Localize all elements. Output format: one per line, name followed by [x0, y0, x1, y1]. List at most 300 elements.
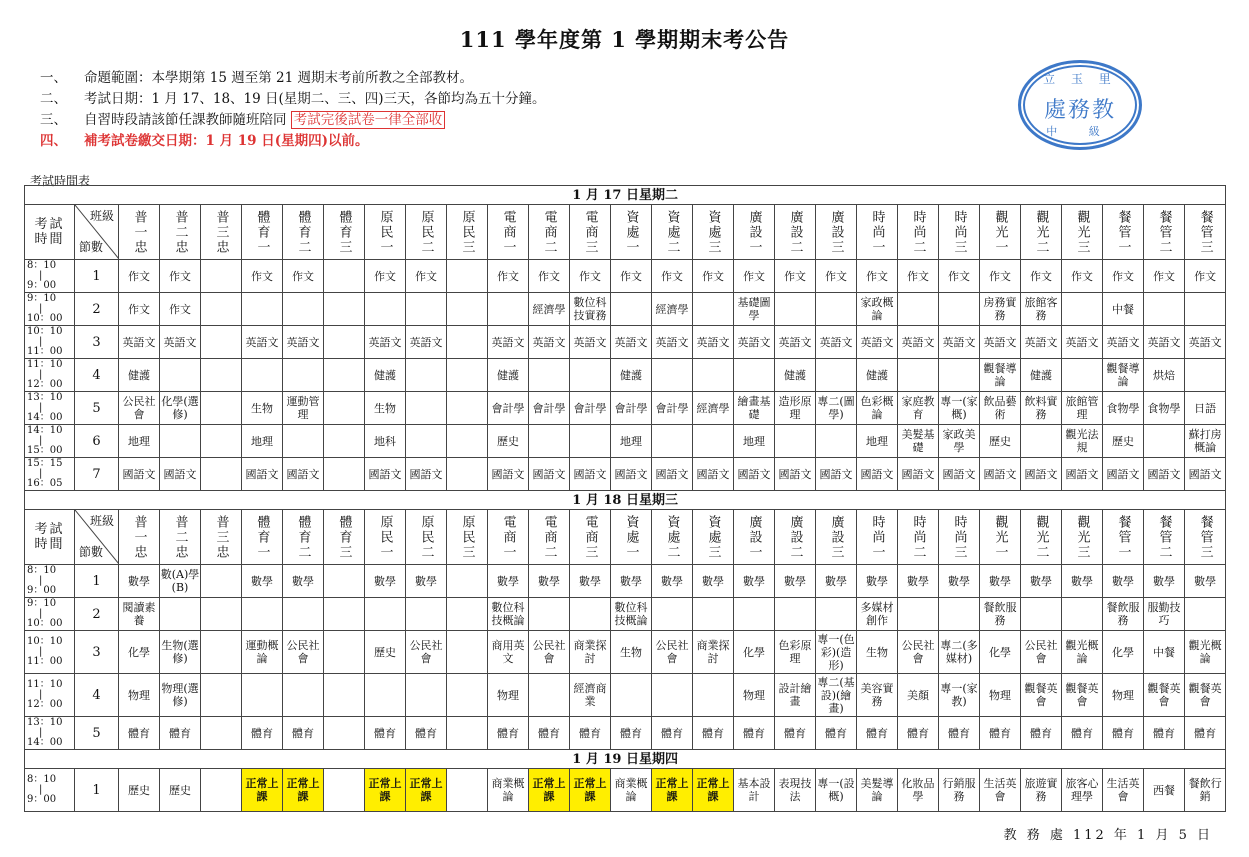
schedule-cell: 化學 [1103, 631, 1144, 674]
class-name-header: 原民一 [365, 510, 406, 565]
schedule-cell [324, 598, 365, 631]
schedule-cell: 英語文 [939, 326, 980, 359]
schedule-cell: 公民社會 [1021, 631, 1062, 674]
schedule-cell [611, 293, 652, 326]
schedule-cell: 繪畫基礎 [734, 392, 775, 425]
schedule-cell: 體育 [406, 717, 447, 750]
schedule-cell [242, 674, 283, 717]
schedule-cell [529, 674, 570, 717]
schedule-cell: 歷史 [160, 769, 201, 812]
schedule-cell: 多媒材創作 [857, 598, 898, 631]
schedule-cell: 英語文 [529, 326, 570, 359]
schedule-cell [447, 769, 488, 812]
schedule-cell: 表現技法 [775, 769, 816, 812]
schedule-cell [652, 674, 693, 717]
schedule-cell: 正常上課 [570, 769, 611, 812]
schedule-cell: 運動概論 [242, 631, 283, 674]
schedule-cell: 公民社會 [119, 392, 160, 425]
schedule-cell: 旅客心理學 [1062, 769, 1103, 812]
time-label: 時間 [34, 537, 65, 552]
schedule-cell: 體育 [529, 717, 570, 750]
schedule-cell [939, 598, 980, 631]
start-time: 13：10 [27, 392, 63, 403]
time-range [25, 425, 75, 458]
time-separator: | [39, 575, 43, 586]
schedule-cell: 英語文 [242, 326, 283, 359]
start-time: 11：10 [27, 359, 63, 370]
period-label: 節數 [79, 240, 104, 254]
period-number: 2 [75, 293, 119, 326]
exam-time-header [25, 205, 75, 260]
schedule-cell: 國語文 [1185, 458, 1226, 491]
schedule-row [25, 458, 1226, 491]
schedule-cell: 化學 [980, 631, 1021, 674]
schedule-cell: 體育 [693, 717, 734, 750]
schedule-cell: 觀光概論 [1062, 631, 1103, 674]
schedule-cell [160, 359, 201, 392]
schedule-cell: 數學 [652, 565, 693, 598]
schedule-cell: 數學 [1062, 565, 1103, 598]
schedule-cell: 英語文 [816, 326, 857, 359]
schedule-cell [1144, 293, 1185, 326]
schedule-cell: 行銷服務 [939, 769, 980, 812]
schedule-cell: 數位科技概論 [488, 598, 529, 631]
schedule-cell: 中餐 [1144, 631, 1185, 674]
schedule-cell [529, 598, 570, 631]
schedule-cell: 公民社會 [283, 631, 324, 674]
schedule-cell [201, 631, 242, 674]
schedule-cell [406, 598, 447, 631]
schedule-row [25, 293, 1226, 326]
schedule-cell: 作文 [570, 260, 611, 293]
schedule-cell: 數學 [693, 565, 734, 598]
schedule-cell: 會計學 [611, 392, 652, 425]
notice-list [40, 68, 546, 152]
page-title: 111 學年度第 1 學期期末考公告 [459, 27, 790, 52]
time-range [25, 631, 75, 674]
notice-text: 命題範圍：本學期第 15 週至第 21 週期末考前所教之全部教材。 [84, 70, 474, 86]
start-time: 13：10 [27, 717, 63, 728]
schedule-cell: 色彩原理 [775, 631, 816, 674]
schedule-cell [693, 425, 734, 458]
schedule-cell: 英語文 [1103, 326, 1144, 359]
schedule-cell: 數學 [775, 565, 816, 598]
class-name-header: 電商二 [529, 510, 570, 565]
schedule-cell: 觀餐英會 [1185, 674, 1226, 717]
schedule-cell: 西餐 [1144, 769, 1185, 812]
schedule-cell: 作文 [1185, 260, 1226, 293]
class-name-header: 原民一 [365, 205, 406, 260]
schedule-cell [324, 631, 365, 674]
schedule-cell: 生物(選修) [160, 631, 201, 674]
schedule-cell [201, 260, 242, 293]
schedule-cell [898, 293, 939, 326]
class-name-header: 普三忠 [201, 205, 242, 260]
schedule-cell: 正常上課 [652, 769, 693, 812]
schedule-cell [693, 598, 734, 631]
class-name-header: 原民三 [447, 510, 488, 565]
class-period-corner [75, 205, 119, 260]
class-name-header: 觀光三 [1062, 205, 1103, 260]
schedule-cell: 化學 [734, 631, 775, 674]
schedule-cell: 體育 [652, 717, 693, 750]
time-range [25, 326, 75, 359]
class-name-header: 餐管二 [1144, 205, 1185, 260]
schedule-cell: 體育 [1062, 717, 1103, 750]
schedule-cell [447, 598, 488, 631]
table-caption: 考試時間表 [30, 174, 91, 188]
schedule-cell: 家政概論 [857, 293, 898, 326]
schedule-cell: 英語文 [611, 326, 652, 359]
class-name-header: 電商一 [488, 205, 529, 260]
class-name-header: 餐管一 [1103, 205, 1144, 260]
schedule-row [25, 326, 1226, 359]
schedule-row [25, 631, 1226, 674]
schedule-cell: 作文 [1021, 260, 1062, 293]
schedule-cell [693, 293, 734, 326]
schedule-cell: 體育 [1185, 717, 1226, 750]
schedule-cell [693, 359, 734, 392]
schedule-cell [324, 260, 365, 293]
schedule-cell [201, 458, 242, 491]
schedule-cell: 國語文 [734, 458, 775, 491]
schedule-cell: 造形原理 [775, 392, 816, 425]
start-time: 9：10 [27, 293, 57, 304]
schedule-cell: 地理 [857, 425, 898, 458]
schedule-cell [447, 392, 488, 425]
schedule-cell: 英語文 [160, 326, 201, 359]
notice-item-2 [40, 89, 546, 110]
schedule-cell [324, 425, 365, 458]
schedule-cell: 餐飲服務 [1103, 598, 1144, 631]
schedule-cell: 數學 [570, 565, 611, 598]
schedule-cell: 作文 [734, 260, 775, 293]
schedule-cell [611, 674, 652, 717]
schedule-cell: 英語文 [283, 326, 324, 359]
schedule-cell [283, 293, 324, 326]
schedule-cell: 公民社會 [652, 631, 693, 674]
schedule-cell [1144, 425, 1185, 458]
schedule-cell: 國語文 [898, 458, 939, 491]
schedule-cell: 數學 [980, 565, 1021, 598]
schedule-cell [160, 425, 201, 458]
end-time: 14：00 [27, 412, 63, 423]
schedule-cell: 觀餐英會 [1021, 674, 1062, 717]
class-name-header: 原民二 [406, 510, 447, 565]
schedule-cell [816, 425, 857, 458]
schedule-cell: 經濟學 [529, 293, 570, 326]
schedule-cell: 會計學 [652, 392, 693, 425]
schedule-cell: 國語文 [1103, 458, 1144, 491]
schedule-cell: 經濟學 [652, 293, 693, 326]
class-name-header: 觀光二 [1021, 205, 1062, 260]
class-period-corner [75, 510, 119, 565]
schedule-cell: 體育 [242, 717, 283, 750]
schedule-cell: 專一(家概) [939, 392, 980, 425]
schedule-cell: 體育 [734, 717, 775, 750]
class-name-header: 時尚三 [939, 205, 980, 260]
schedule-cell: 英語文 [119, 326, 160, 359]
schedule-cell: 商業探討 [570, 631, 611, 674]
schedule-cell: 作文 [857, 260, 898, 293]
class-name-header: 電商一 [488, 510, 529, 565]
schedule-cell: 商業概論 [488, 769, 529, 812]
time-separator: | [39, 727, 43, 738]
schedule-cell: 國語文 [570, 458, 611, 491]
schedule-cell [734, 359, 775, 392]
schedule-cell: 會計學 [488, 392, 529, 425]
schedule-cell [324, 293, 365, 326]
schedule-cell: 數學 [816, 565, 857, 598]
class-name-header: 體育一 [242, 510, 283, 565]
schedule-cell [652, 425, 693, 458]
schedule-cell: 地理 [119, 425, 160, 458]
schedule-cell: 健護 [488, 359, 529, 392]
schedule-cell [447, 565, 488, 598]
schedule-cell: 體育 [775, 717, 816, 750]
notice-item-1 [40, 68, 546, 89]
schedule-cell: 作文 [529, 260, 570, 293]
period-label: 節數 [79, 545, 104, 559]
schedule-cell: 作文 [652, 260, 693, 293]
schedule-cell: 國語文 [1062, 458, 1103, 491]
period-number: 5 [75, 392, 119, 425]
class-name-header: 普一忠 [119, 205, 160, 260]
schedule-cell [201, 565, 242, 598]
schedule-cell: 數學 [1185, 565, 1226, 598]
schedule-cell: 生活英會 [1103, 769, 1144, 812]
notice-text: 考試日期：1 月 17、18、19 日(星期二、三、四)三天，各節均為五十分鐘。 [84, 91, 546, 107]
schedule-cell: 國語文 [283, 458, 324, 491]
time-separator: | [39, 435, 43, 446]
schedule-cell: 國語文 [693, 458, 734, 491]
schedule-cell: 公民社會 [529, 631, 570, 674]
schedule-cell: 食物學 [1144, 392, 1185, 425]
schedule-cell: 數學 [1144, 565, 1185, 598]
schedule-cell: 作文 [119, 260, 160, 293]
schedule-cell [324, 565, 365, 598]
schedule-cell [201, 392, 242, 425]
schedule-cell: 作文 [1103, 260, 1144, 293]
schedule-cell: 作文 [283, 260, 324, 293]
schedule-cell: 數學 [406, 565, 447, 598]
schedule-cell: 美容實務 [857, 674, 898, 717]
period-number: 1 [75, 769, 119, 812]
time-separator: | [39, 468, 43, 479]
schedule-row [25, 425, 1226, 458]
end-time: 9：00 [27, 280, 57, 291]
class-name-header: 普二忠 [160, 205, 201, 260]
schedule-cell: 英語文 [1062, 326, 1103, 359]
schedule-cell: 國語文 [611, 458, 652, 491]
schedule-cell: 歷史 [488, 425, 529, 458]
schedule-cell: 蘇打房概論 [1185, 425, 1226, 458]
schedule-cell [570, 425, 611, 458]
class-name-header: 普三忠 [201, 510, 242, 565]
schedule-cell: 國語文 [119, 458, 160, 491]
schedule-cell: 飲品藝術 [980, 392, 1021, 425]
schedule-cell: 閱讀素養 [119, 598, 160, 631]
schedule-cell: 歷史 [119, 769, 160, 812]
schedule-cell: 生物 [365, 392, 406, 425]
schedule-cell: 作文 [816, 260, 857, 293]
time-separator: | [39, 646, 43, 657]
schedule-cell: 專二(基設)(繪畫) [817, 675, 855, 715]
schedule-cell [447, 293, 488, 326]
schedule-cell: 物理 [119, 674, 160, 717]
schedule-cell: 化學(選修) [160, 392, 201, 425]
schedule-cell: 房務實務 [980, 293, 1021, 326]
class-name-header: 體育二 [283, 510, 324, 565]
time-separator: | [39, 784, 43, 795]
schedule-cell: 體育 [1103, 717, 1144, 750]
schedule-cell: 國語文 [1021, 458, 1062, 491]
schedule-cell [447, 458, 488, 491]
period-number: 7 [75, 458, 119, 491]
start-time: 9：10 [27, 598, 57, 609]
notice-item-3 [40, 110, 546, 131]
schedule-cell: 英語文 [734, 326, 775, 359]
period-number: 1 [75, 565, 119, 598]
schedule-cell [447, 359, 488, 392]
exam-label: 考試 [34, 217, 65, 232]
class-name-header: 廣設一 [734, 510, 775, 565]
notice-number: 一、 [40, 70, 67, 86]
schedule-cell: 健護 [775, 359, 816, 392]
schedule-cell: 國語文 [652, 458, 693, 491]
class-name-header: 觀光一 [980, 510, 1021, 565]
schedule-cell [406, 674, 447, 717]
schedule-cell: 國語文 [365, 458, 406, 491]
schedule-cell [160, 598, 201, 631]
schedule-cell [939, 293, 980, 326]
schedule-cell: 英語文 [898, 326, 939, 359]
class-name-header: 體育二 [283, 205, 324, 260]
schedule-cell: 專一(色彩)(造形) [817, 632, 855, 672]
schedule-cell: 體育 [611, 717, 652, 750]
time-range [25, 598, 75, 631]
period-number: 3 [75, 326, 119, 359]
schedule-cell: 作文 [488, 260, 529, 293]
end-time: 15：00 [27, 445, 63, 456]
class-name-header: 普二忠 [160, 510, 201, 565]
schedule-cell: 服勤技巧 [1144, 598, 1185, 631]
end-time: 16：05 [27, 478, 63, 489]
schedule-cell: 數學 [529, 565, 570, 598]
class-name-header: 原民二 [406, 205, 447, 260]
schedule-cell: 生活英會 [980, 769, 1021, 812]
schedule-cell: 正常上課 [283, 769, 324, 812]
schedule-cell: 國語文 [816, 458, 857, 491]
schedule-cell: 英語文 [1144, 326, 1185, 359]
start-time: 10：10 [27, 636, 63, 647]
schedule-cell: 旅館管理 [1062, 392, 1103, 425]
day-label: 1 月 18 日星期三 [25, 491, 1226, 510]
schedule-cell [365, 674, 406, 717]
schedule-cell [242, 293, 283, 326]
class-name-header: 資處二 [652, 205, 693, 260]
class-name-header: 原民三 [447, 205, 488, 260]
time-separator: | [39, 689, 43, 700]
schedule-cell: 生物 [242, 392, 283, 425]
schedule-cell: 歷史 [1103, 425, 1144, 458]
schedule-cell [324, 392, 365, 425]
class-name-header: 餐管二 [1144, 510, 1185, 565]
end-time: 10：00 [27, 313, 63, 324]
schedule-cell: 觀光概論 [1185, 631, 1226, 674]
day-label: 1 月 17 日星期二 [25, 186, 1226, 205]
schedule-cell: 英語文 [1021, 326, 1062, 359]
end-time: 12：00 [27, 379, 63, 390]
schedule-cell: 正常上課 [693, 769, 734, 812]
schedule-cell [1062, 293, 1103, 326]
schedule-cell: 中餐 [1103, 293, 1144, 326]
period-number: 5 [75, 717, 119, 750]
schedule-cell [1185, 359, 1226, 392]
schedule-cell [283, 359, 324, 392]
schedule-cell: 英語文 [693, 326, 734, 359]
start-time: 10：10 [27, 326, 63, 337]
day-header-row [25, 750, 1226, 769]
schedule-cell: 經濟商業 [570, 674, 611, 717]
schedule-cell: 健護 [1021, 359, 1062, 392]
schedule-cell [570, 359, 611, 392]
schedule-cell [201, 326, 242, 359]
schedule-cell [201, 293, 242, 326]
schedule-cell: 觀光法規 [1062, 425, 1103, 458]
boxed-warning: 考試完後試卷一律全部收 [291, 111, 446, 129]
class-name-header: 電商三 [570, 205, 611, 260]
schedule-cell: 健護 [365, 359, 406, 392]
time-separator: | [39, 303, 43, 314]
class-name-header: 時尚二 [898, 205, 939, 260]
schedule-cell: 數學 [1021, 565, 1062, 598]
end-time: 11：00 [27, 346, 63, 357]
schedule-cell [406, 425, 447, 458]
schedule-cell [529, 425, 570, 458]
schedule-cell: 數位科技實務 [570, 293, 611, 326]
schedule-cell: 化學 [119, 631, 160, 674]
class-name-header: 時尚二 [898, 510, 939, 565]
schedule-cell [898, 598, 939, 631]
schedule-cell: 作文 [775, 260, 816, 293]
schedule-cell: 數學 [898, 565, 939, 598]
end-time: 14：00 [27, 737, 63, 748]
schedule-cell: 體育 [816, 717, 857, 750]
schedule-row [25, 392, 1226, 425]
schedule-cell: 觀餐導論 [1103, 359, 1144, 392]
schedule-row [25, 565, 1226, 598]
schedule-cell [447, 674, 488, 717]
schedule-cell: 體育 [1021, 717, 1062, 750]
schedule-row [25, 717, 1226, 750]
class-name-header: 餐管一 [1103, 510, 1144, 565]
schedule-cell: 公民社會 [406, 631, 447, 674]
schedule-cell: 作文 [939, 260, 980, 293]
start-time: 11：10 [27, 679, 63, 690]
schedule-cell: 數學 [1103, 565, 1144, 598]
schedule-cell: 飲料實務 [1021, 392, 1062, 425]
schedule-cell: 作文 [160, 260, 201, 293]
schedule-cell [652, 598, 693, 631]
period-number: 3 [75, 631, 119, 674]
time-range [25, 260, 75, 293]
schedule-cell: 美髮基礎 [898, 425, 939, 458]
schedule-cell: 物理(選修) [160, 674, 201, 717]
end-time: 11：00 [27, 656, 63, 667]
class-name-header: 觀光二 [1021, 510, 1062, 565]
schedule-cell: 地理 [242, 425, 283, 458]
